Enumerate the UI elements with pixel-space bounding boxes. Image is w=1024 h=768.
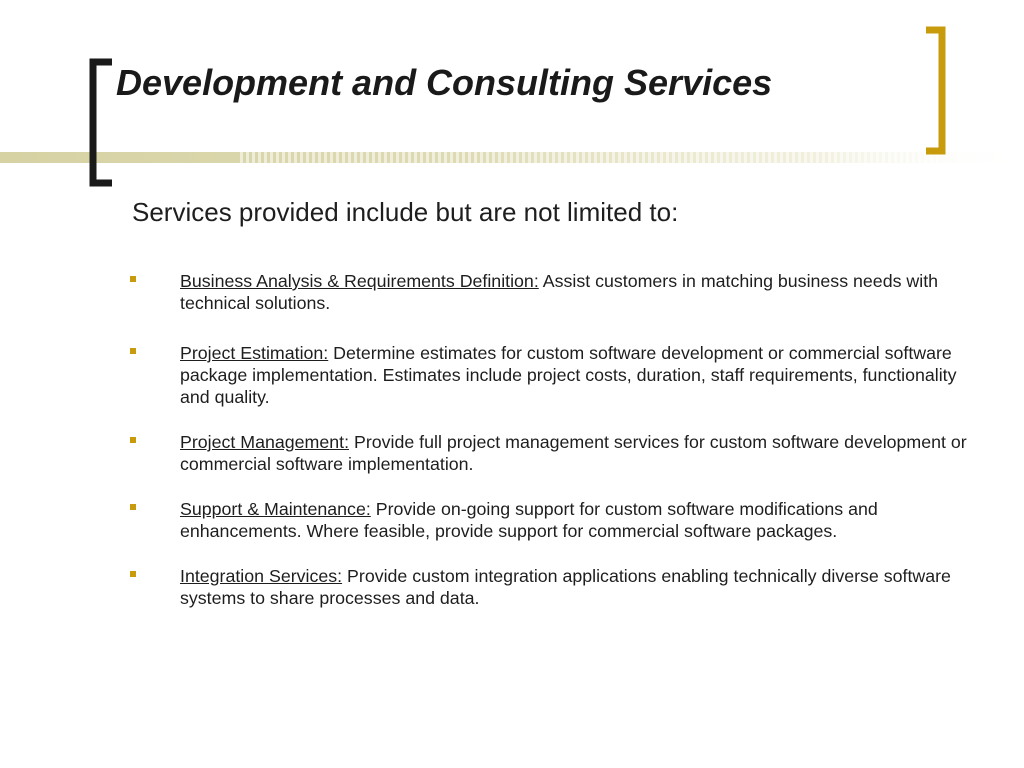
- left-bracket-icon: [93, 62, 112, 183]
- item-description: Provide on-going support for custom software modifications and enhancements. Where feasible, provide support for commercial software packages.: [180, 499, 878, 541]
- square-bullet-icon: [130, 276, 136, 282]
- item-description: Provide full project management services for custom software development or commercial software implementation.: [180, 432, 967, 474]
- square-bullet-icon: [130, 571, 136, 577]
- square-bullet-icon: [130, 437, 136, 443]
- right-bracket-icon: [926, 30, 942, 151]
- square-bullet-icon: [130, 348, 136, 354]
- item-term: Project Management:: [180, 432, 350, 452]
- list-item: [128, 431, 1008, 475]
- list-item: [128, 270, 1008, 314]
- item-description: Assist customers in matching business needs with technical solutions.: [180, 271, 939, 313]
- item-term: Support & Maintenance:: [180, 499, 371, 519]
- item-term: Project Estimation:: [180, 343, 329, 363]
- list-item: [128, 342, 1008, 408]
- item-term: Integration Services:: [180, 566, 343, 586]
- list-item: [128, 498, 1008, 542]
- title-band-stripes: [240, 152, 940, 163]
- square-bullet-icon: [130, 504, 136, 510]
- item-description: Provide custom integration applications enabling technically diverse software systems to share processes and data.: [180, 566, 951, 608]
- slide-title: Development and Consulting Services: [116, 62, 773, 103]
- list-item: [128, 565, 1008, 609]
- intro-text: Services provided include but are not limited to:: [132, 197, 679, 227]
- item-term: Business Analysis & Requirements Definition:: [180, 271, 539, 291]
- item-description: Determine estimates for custom software development or commercial software package implementation. Estimates include project costs, duration, staff requirements, functionality and quality.: [180, 343, 957, 407]
